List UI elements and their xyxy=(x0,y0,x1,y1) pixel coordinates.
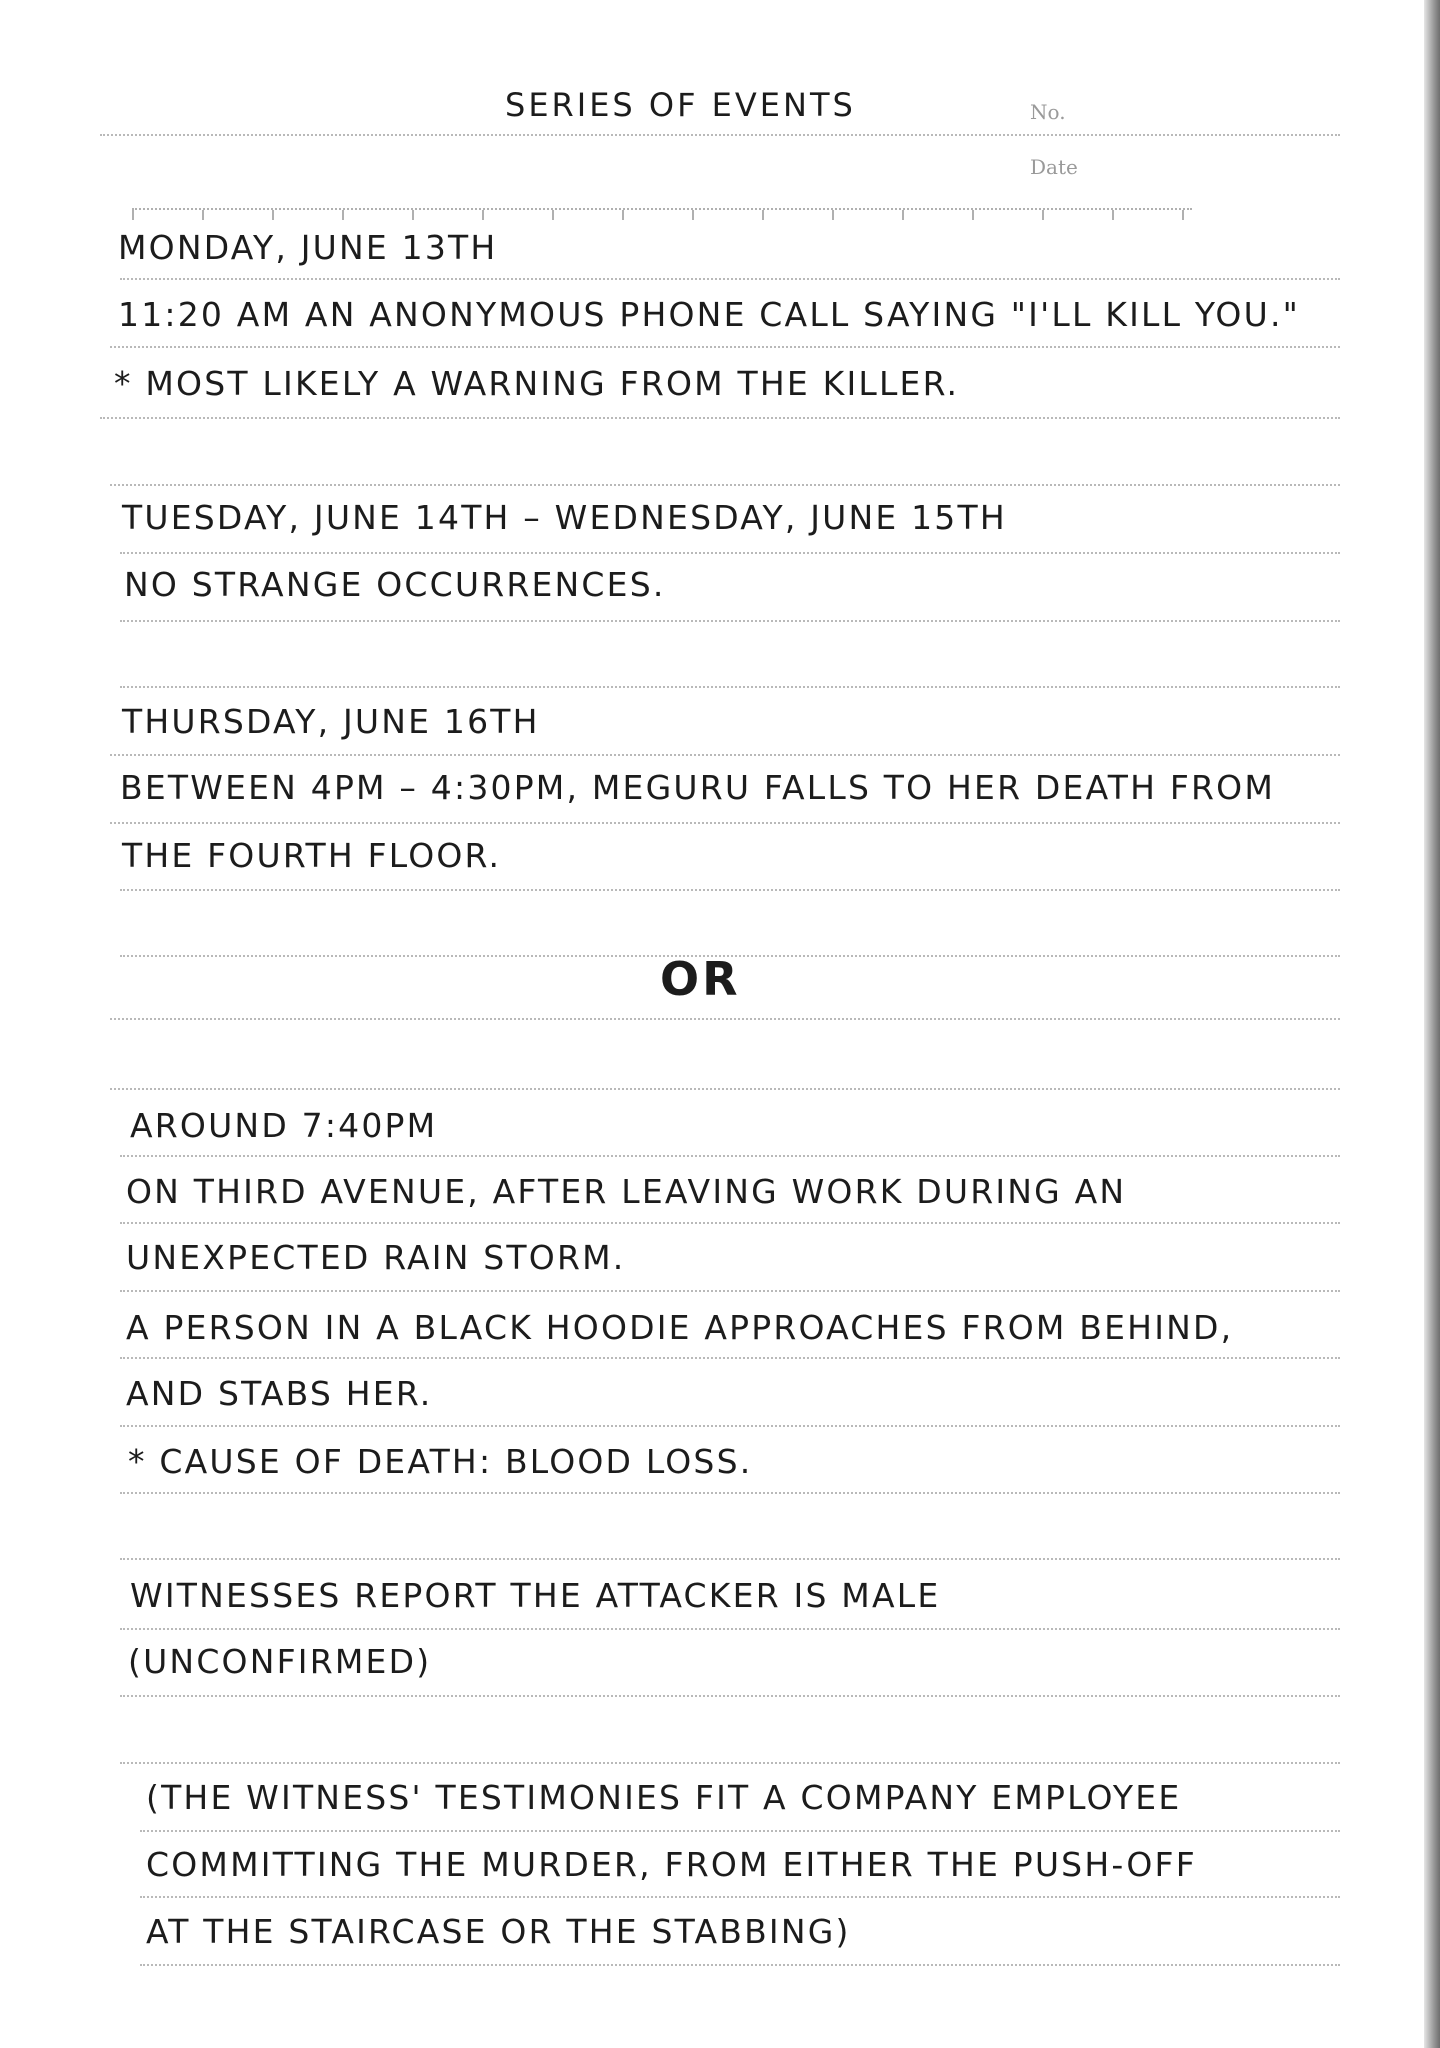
page-title: SERIES OF EVENTS xyxy=(505,86,856,124)
entry-witnesses: WITNESSES REPORT THE ATTACKER IS MALE xyxy=(130,1576,941,1615)
ruled-line xyxy=(110,484,1340,486)
entry-cause-of-death: * CAUSE OF DEATH: BLOOD LOSS. xyxy=(128,1442,753,1481)
date-label: Date xyxy=(1030,155,1078,179)
entry-date-tue-wed: TUESDAY, JUNE 14TH – WEDNESDAY, JUNE 15TH xyxy=(122,498,1007,537)
ruled-line xyxy=(110,1018,1340,1020)
ruled-line xyxy=(110,346,1340,348)
ruled-line-with-ticks xyxy=(132,208,1192,224)
ruled-line xyxy=(120,1222,1340,1224)
entry-date-thursday: THURSDAY, JUNE 16TH xyxy=(122,702,540,741)
ruled-line xyxy=(120,1762,1340,1764)
entry-testimonies: (THE WITNESS' TESTIMONIES FIT A COMPANY EMPLOYEE xyxy=(146,1778,1182,1817)
entry-committing: COMMITTING THE MURDER, FROM EITHER THE PUSH-OFF xyxy=(146,1845,1197,1884)
ruled-line xyxy=(140,1830,1340,1832)
ruled-line xyxy=(120,552,1340,554)
or-divider: OR xyxy=(660,952,741,1006)
ruled-line xyxy=(110,754,1340,756)
ruled-line xyxy=(120,1628,1340,1630)
ruled-line xyxy=(120,1558,1340,1560)
entry-time-stabbing: AROUND 7:40PM xyxy=(130,1106,438,1145)
number-label: No. xyxy=(1030,100,1066,124)
ruled-line xyxy=(120,889,1340,891)
entry-rain-storm: UNEXPECTED RAIN STORM. xyxy=(126,1238,626,1277)
ruled-line xyxy=(100,134,1340,136)
entry-third-avenue: ON THIRD AVENUE, AFTER LEAVING WORK DURING AN xyxy=(126,1172,1127,1211)
entry-note-warning: * MOST LIKELY A WARNING FROM THE KILLER. xyxy=(114,364,960,403)
entry-fall-time: BETWEEN 4PM – 4:30PM, MEGURU FALLS TO HER DEATH FROM xyxy=(120,768,1276,807)
entry-unconfirmed: (UNCONFIRMED) xyxy=(128,1642,432,1681)
ruled-line xyxy=(110,822,1340,824)
ruled-line xyxy=(120,620,1340,622)
page-edge-shadow xyxy=(1424,0,1440,2048)
ruled-line xyxy=(120,1425,1340,1427)
ruled-line xyxy=(120,1492,1340,1494)
entry-black-hoodie: A PERSON IN A BLACK HOODIE APPROACHES FROM BEHIND, xyxy=(126,1308,1234,1347)
ruled-line xyxy=(140,1964,1340,1966)
entry-fall-floor: THE FOURTH FLOOR. xyxy=(122,836,502,875)
entry-phone-call: 11:20 AM AN ANONYMOUS PHONE CALL SAYING "I'LL KILL YOU." xyxy=(118,295,1301,334)
ruled-line xyxy=(120,1357,1340,1359)
ruled-line xyxy=(100,417,1340,419)
entry-date-monday: MONDAY, JUNE 13TH xyxy=(118,228,498,267)
ruled-line xyxy=(110,1088,1340,1090)
ruled-line xyxy=(120,686,1340,688)
entry-stabs-her: AND STABS HER. xyxy=(126,1374,433,1413)
ruled-line xyxy=(120,1695,1340,1697)
entry-staircase: AT THE STAIRCASE OR THE STABBING) xyxy=(146,1912,851,1951)
ruled-line xyxy=(120,278,1340,280)
ruled-line xyxy=(140,1896,1340,1898)
ruled-line xyxy=(120,1290,1340,1292)
ruled-line xyxy=(120,1155,1340,1157)
entry-no-occurrences: NO STRANGE OCCURRENCES. xyxy=(124,565,666,604)
